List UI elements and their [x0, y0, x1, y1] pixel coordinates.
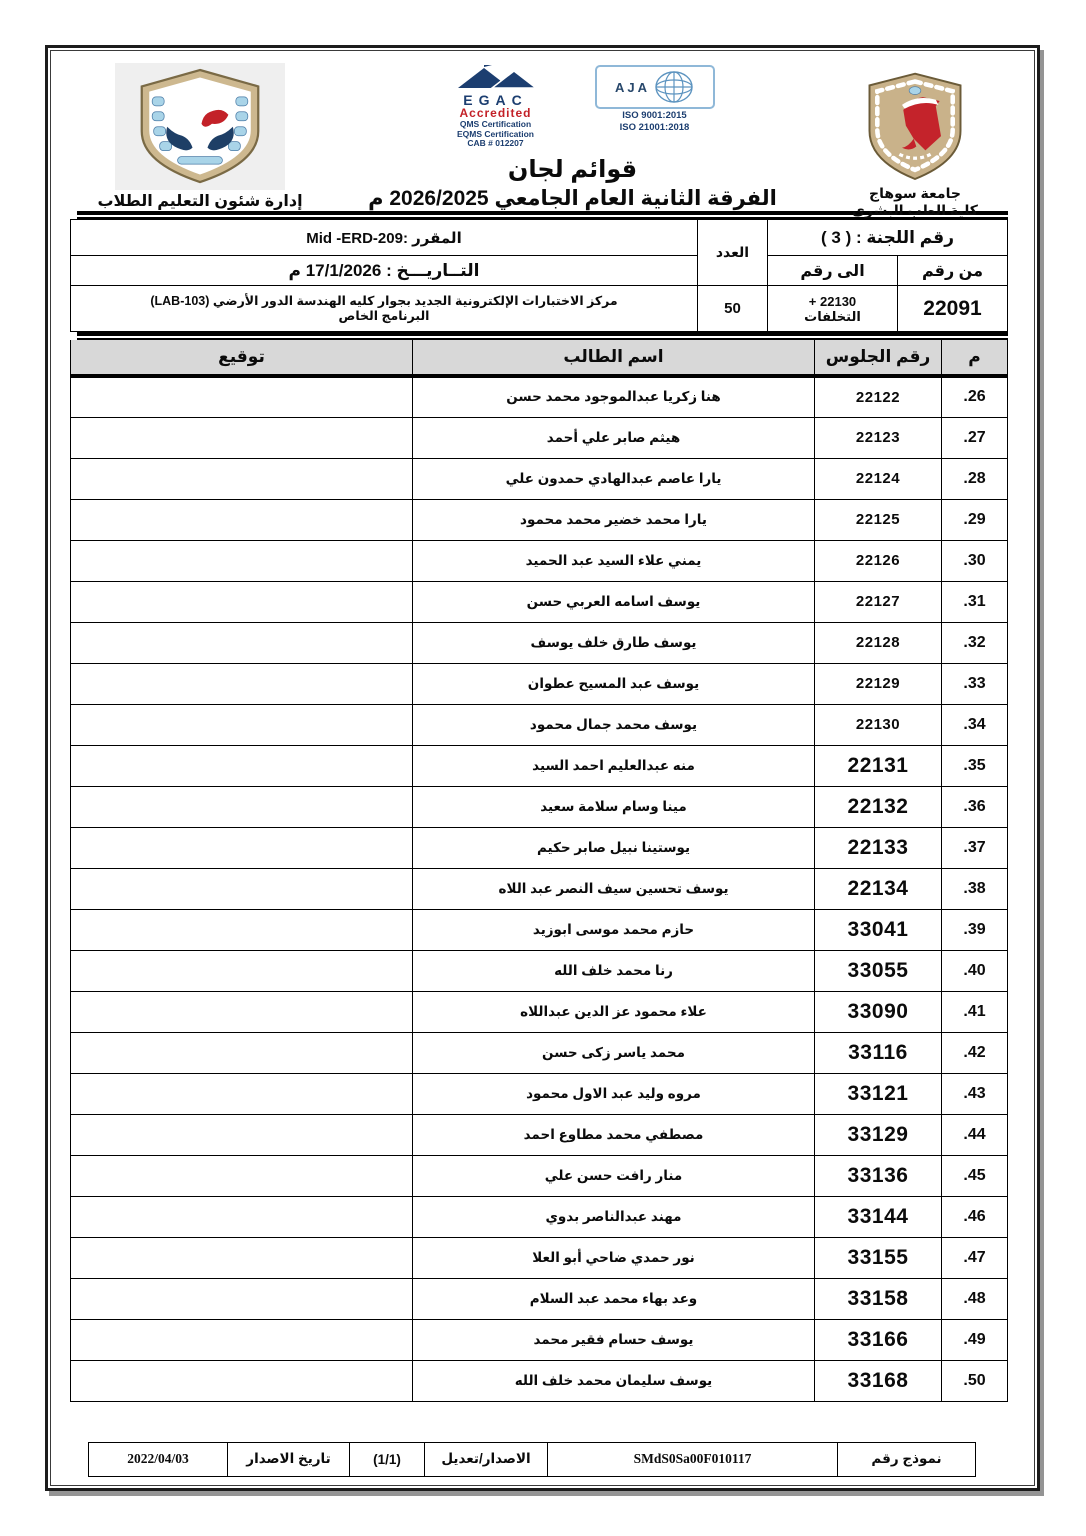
row-student-name: منار رافت حسن علي: [413, 1155, 815, 1196]
row-student-name: رنا محمد خلف الله: [413, 950, 815, 991]
row-serial: 37.: [942, 827, 1008, 868]
row-serial: 27.: [942, 417, 1008, 458]
signature-cell: [71, 1032, 413, 1073]
row-student-name: يوسف تحسين سيف النصر عبد اللاه: [413, 868, 815, 909]
signature-column-header: توقيع: [71, 340, 413, 376]
row-student-name: هيثم صابر علي أحمد: [413, 417, 815, 458]
row-seat-number: 22125: [815, 499, 942, 540]
row-serial: 40.: [942, 950, 1008, 991]
signature-cell: [71, 1155, 413, 1196]
row-seat-number: 22134: [815, 868, 942, 909]
table-row: [71, 827, 1008, 868]
table-row: [71, 1360, 1008, 1401]
egac-cert-line: EQMS Certification: [457, 128, 534, 139]
row-serial: 39.: [942, 909, 1008, 950]
administration-logo-block: [75, 63, 325, 211]
row-seat-number: 33121: [815, 1073, 942, 1114]
row-student-name: منه عبدالعليم احمد السيد: [413, 745, 815, 786]
row-serial: 43.: [942, 1073, 1008, 1114]
table-row: [71, 1196, 1008, 1237]
table-row: [71, 745, 1008, 786]
signature-cell: [71, 991, 413, 1032]
signature-cell: [71, 909, 413, 950]
row-serial: 42.: [942, 1032, 1008, 1073]
issue-date-value: 2022/04/03: [89, 1442, 228, 1476]
row-student-name: وعد بهاء محمد عبد السلام: [413, 1278, 815, 1319]
row-student-name: حازم محمد موسى ابوزيد: [413, 909, 815, 950]
row-student-name: يوسف محمد جمال محمود: [413, 704, 815, 745]
faculty-name: كلية الطب البشرى: [852, 202, 978, 218]
form-number-label: نموذج رقم: [838, 1442, 976, 1476]
to-number-line1: 22130 +: [808, 293, 857, 309]
table-row: [71, 540, 1008, 581]
table-row: [71, 1155, 1008, 1196]
table-row: [71, 1237, 1008, 1278]
row-student-name: محمد ياسر زكى حسن: [413, 1032, 815, 1073]
aja-iso-line: ISO 21001:2018: [619, 122, 690, 133]
row-serial: 46.: [942, 1196, 1008, 1237]
exam-date: التــاريـــخ : 17/1/2026 م: [71, 256, 698, 286]
student-name-column-header: اسم الطالب: [413, 340, 815, 376]
header-center: [325, 63, 820, 211]
issue-date-label: تاريخ الاصدار: [228, 1442, 350, 1476]
row-seat-number: 33155: [815, 1237, 942, 1278]
row-serial: 32.: [942, 622, 1008, 663]
aja-globe-icon: [654, 69, 694, 105]
row-serial: 35.: [942, 745, 1008, 786]
row-student-name: مصطفي محمد مطاوع احمد: [413, 1114, 815, 1155]
row-serial: 31.: [942, 581, 1008, 622]
aja-name: AJA: [614, 79, 650, 95]
row-student-name: علاء محمود عز الدين عبداللاه: [413, 991, 815, 1032]
faculty-of-medicine-seal-icon: [125, 67, 275, 185]
row-student-name: يارا عاصم عبدالهادي حمدون علي: [413, 458, 815, 499]
row-serial: 26.: [942, 376, 1008, 417]
row-seat-number: 22133: [815, 827, 942, 868]
exam-info-table: [70, 219, 1008, 332]
signature-cell: [71, 1278, 413, 1319]
row-serial: 30.: [942, 540, 1008, 581]
row-student-name: نور حمدي ضاحي أبو العلا: [413, 1237, 815, 1278]
row-seat-number: 33041: [815, 909, 942, 950]
signature-cell: [71, 499, 413, 540]
row-seat-number: 33168: [815, 1360, 942, 1401]
signature-cell: [71, 663, 413, 704]
signature-cell: [71, 868, 413, 909]
seat-number-column-header: رقم الجلوس: [815, 340, 942, 376]
row-student-name: يارا محمد خضير محمد محمود: [413, 499, 815, 540]
table-row: [71, 909, 1008, 950]
signature-cell: [71, 540, 413, 581]
location-line2: البرنامج الخاص: [338, 308, 430, 323]
signature-cell: [71, 622, 413, 663]
aja-logo: [585, 65, 725, 149]
table-row: [71, 458, 1008, 499]
issue-label: الاصدار/تعديل: [425, 1442, 548, 1476]
table-row: [71, 1319, 1008, 1360]
signature-cell: [71, 1196, 413, 1237]
row-student-name: يوسف طارق خلف يوسف: [413, 622, 815, 663]
document-header: [75, 63, 1010, 218]
document-subtitle: الفرقة الثانية العام الجامعي 2026/2025 م: [368, 186, 777, 210]
row-seat-number: 22130: [815, 704, 942, 745]
row-seat-number: 22123: [815, 417, 942, 458]
thick-divider: [77, 332, 1008, 340]
students-table: [70, 340, 1008, 1402]
from-number-label: من رقم: [898, 256, 1008, 286]
row-student-name: يوسف سليمان محمد خلف الله: [413, 1360, 815, 1401]
table-row: [71, 1114, 1008, 1155]
administration-label: إدارة شئون التعليم الطلاب: [97, 193, 303, 210]
table-row: [71, 376, 1008, 417]
table-row: [71, 499, 1008, 540]
page-border: [45, 45, 1040, 1491]
row-student-name: هنا زكريا عبدالموجود محمد حسن: [413, 376, 815, 417]
to-number-label: الى رقم: [767, 256, 897, 286]
row-serial: 45.: [942, 1155, 1008, 1196]
row-student-name: يمني علاء السيد عبد الحميد: [413, 540, 815, 581]
signature-cell: [71, 827, 413, 868]
table-row: [71, 1278, 1008, 1319]
table-row: [71, 704, 1008, 745]
seal-arc-text: [125, 67, 129, 69]
row-seat-number: 22126: [815, 540, 942, 581]
egac-logo: [421, 65, 571, 149]
row-serial: 47.: [942, 1237, 1008, 1278]
exam-location: [71, 286, 698, 332]
medicine-seal-box: [115, 63, 285, 190]
table-row: [71, 991, 1008, 1032]
row-serial: 41.: [942, 991, 1008, 1032]
aja-iso-line: ISO 9001:2015: [622, 110, 687, 121]
row-serial: 33.: [942, 663, 1008, 704]
table-row: [71, 622, 1008, 663]
row-seat-number: 22124: [815, 458, 942, 499]
row-seat-number: 33116: [815, 1032, 942, 1073]
row-student-name: مروه وليد عبد الاول محمود: [413, 1073, 815, 1114]
row-student-name: مهند عبدالناصر بدوي: [413, 1196, 815, 1237]
document-title: قوائم لجان: [507, 155, 638, 183]
signature-cell: [71, 376, 413, 417]
egac-cert-line: CAB # 012207: [467, 138, 524, 148]
egac-name: EGAC: [463, 92, 528, 108]
svg-text:Faculty of Medicine: [125, 67, 129, 69]
form-footer-table: [88, 1442, 976, 1477]
egac-mountains-icon: [454, 65, 538, 89]
row-student-name: يوسف عبد المسيح عطوان: [413, 663, 815, 704]
committee-number: رقم اللجنة : ( 3 ): [767, 220, 1007, 256]
signature-cell: [71, 786, 413, 827]
row-seat-number: 33129: [815, 1114, 942, 1155]
sohag-university-logo-icon: [863, 71, 967, 183]
course-code: المقرر :Mid -ERD-209: [71, 220, 698, 256]
egac-cert-line: QMS Certification: [459, 119, 532, 129]
row-serial: 49.: [942, 1319, 1008, 1360]
row-serial: 28.: [942, 458, 1008, 499]
document-page: [50, 50, 1035, 1486]
row-seat-number: 33090: [815, 991, 942, 1032]
row-seat-number: 22128: [815, 622, 942, 663]
students-table-header-row: [71, 340, 1008, 376]
row-serial: 38.: [942, 868, 1008, 909]
row-student-name: مينا وسام سلامة سعيد: [413, 786, 815, 827]
row-student-name: يوستينا نبيل صابر حكيم: [413, 827, 815, 868]
aja-frame: [595, 65, 715, 109]
table-row: [71, 950, 1008, 991]
table-row: [71, 663, 1008, 704]
signature-cell: [71, 1319, 413, 1360]
signature-cell: [71, 950, 413, 991]
row-seat-number: 33166: [815, 1319, 942, 1360]
to-number-value: [767, 286, 897, 332]
row-serial: 29.: [942, 499, 1008, 540]
location-line1: مركز الاختبارات الإلكترونية الجديد بجوار كليه الهندسة الدور الأرضي (LAB-103): [150, 293, 618, 308]
row-seat-number: 33144: [815, 1196, 942, 1237]
table-row: [71, 1032, 1008, 1073]
university-name: جامعة سوهاج: [869, 185, 961, 201]
row-serial: 44.: [942, 1114, 1008, 1155]
row-seat-number: 33136: [815, 1155, 942, 1196]
form-number-value: SMdS0Sa00F010117: [548, 1442, 838, 1476]
signature-cell: [71, 704, 413, 745]
row-student-name: يوسف حسام فقير محمد: [413, 1319, 815, 1360]
row-seat-number: 22132: [815, 786, 942, 827]
row-serial: 48.: [942, 1278, 1008, 1319]
signature-cell: [71, 458, 413, 499]
serial-column-header: م: [942, 340, 1008, 376]
university-logo-block: [820, 63, 1010, 219]
egac-accredited-label: Accredited: [459, 106, 532, 120]
count-label: العدد: [697, 220, 767, 286]
issue-value: (1/1): [350, 1442, 425, 1476]
count-value: 50: [697, 286, 767, 332]
signature-cell: [71, 1360, 413, 1401]
signature-cell: [71, 745, 413, 786]
table-row: [71, 786, 1008, 827]
row-seat-number: 33055: [815, 950, 942, 991]
signature-cell: [71, 1237, 413, 1278]
to-number-line2: التخلفات: [804, 308, 861, 324]
accreditation-strip: [325, 65, 820, 149]
row-seat-number: 22129: [815, 663, 942, 704]
row-seat-number: 33158: [815, 1278, 942, 1319]
row-seat-number: 22122: [815, 376, 942, 417]
signature-cell: [71, 417, 413, 458]
table-row: [71, 417, 1008, 458]
row-serial: 50.: [942, 1360, 1008, 1401]
row-serial: 34.: [942, 704, 1008, 745]
row-student-name: يوسف اسامه العربي حسن: [413, 581, 815, 622]
row-serial: 36.: [942, 786, 1008, 827]
signature-cell: [71, 581, 413, 622]
row-seat-number: 22131: [815, 745, 942, 786]
table-row: [71, 868, 1008, 909]
from-number-value: 22091: [898, 286, 1008, 332]
table-row: [71, 1073, 1008, 1114]
signature-cell: [71, 1073, 413, 1114]
table-row: [71, 581, 1008, 622]
row-seat-number: 22127: [815, 581, 942, 622]
signature-cell: [71, 1114, 413, 1155]
